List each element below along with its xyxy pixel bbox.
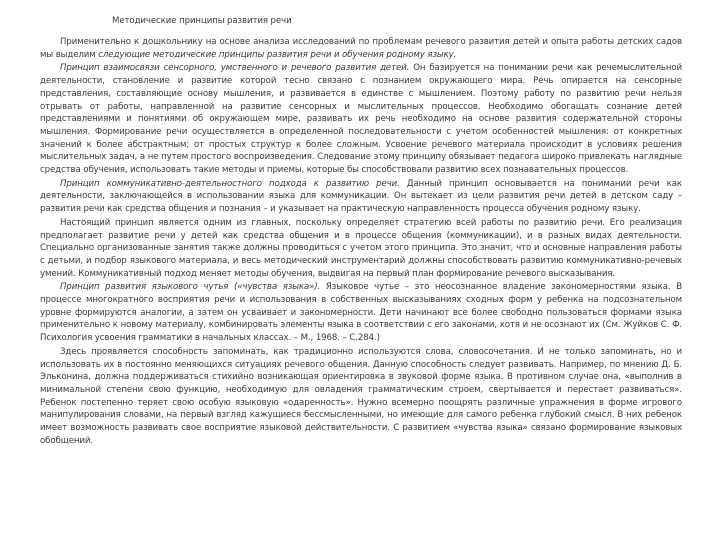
- paragraph-principle-communicative: [40, 178, 682, 216]
- principle-communicative-heading: Принцип коммуникативно-деятельностного подхода к развитию речи.: [60, 178, 400, 189]
- principle-sensory-text: Он базируется на понимании речи как речемыслительной деятельности, становление и развитие которой тесно связано с познанием окружающего мира. Речь опирается на сенсорные представления, составляющие основу мышления, и развивается в единстве с мышлением. Поэтому работу по развитию речи нельзя отрывать от работы, направленной на развитие сенсорных и мыслительных процессов. Необходимо обогащать сознание детей представлениями и понятиями об окружающем мире, развивать их речь необходимо на основе развития содержательной стороны мышления. Формирование речи осуществляется в определенной последовательности с учетом особенностей мышления: от конкретных значений к более абстрактным; от простых структур к более сложным. Усвоение речевого материала происходит в условиях решения мыслительных задач, а не путем простого воспроизведения. Следование этому принципу обязывает педагога широко привлекать наглядные средства обучения, использовать такие методы и приемы, которые бы способствовали развитию всех познавательных процессов.: [40, 63, 682, 176]
- page-title: Методические принципы развития речи: [112, 16, 292, 26]
- paragraph-memory-text: Здесь проявляется способность запоминать, как традиционно используются слова, словосочетания. И не только запоминать, но и использовать их в постоянно меняющихся ситуациях речевого общения. Данную способность следует развивать. Например, по мнению Д. Б. Эльконина, должна поддерживаться стихийно возникающая ориентировка в звуковой форме языка. В противном случае она, «выполнив в минимальной степени свою функцию, необходимую для овладения грамматическим строем, свертывается и перестает развиваться». Ребенок постепенно теряет свою особую языковую «одаренность». Нужно всемерно поощрять различные упражнения в форме игрового манипулирования словами, на первый взгляд кажущиеся бессмысленными, но имеющие для самого ребенка глубокий смысл. В них ребенок имеет возможность развивать свое восприятие языковой действительности. С развитием «чувства языка» связано формирование языковых обобщений.: [40, 346, 682, 446]
- paragraph-intro: [40, 36, 682, 61]
- principle-language-sense-text: Языковое чутье – это неосознанное владение закономерностями языка. В процессе многократного восприятия речи и использования в собственных высказываниях сходных форм у ребенка на подсознательном уровне формируются аналогии, а затем он усваивает и закономерности. Дети начинают все более свободно пользоваться формами языка применительно к новому материалу, комбинировать элементы языка в соответствии с его законами, хотя и не осознают их (См. Жуйков С. Ф. Психология усвоения грамматики в начальных классах. – М., 1968. – С.284.): [40, 282, 682, 344]
- paragraph-strategy-text: Настоящий принцип является одним из главных, поскольку определяет стратегию всей работы по развитию речи. Его реализация предполагает развитие речи у детей как средства общения и в процессе общения (коммуникации), и в разных видах деятельности. Специально организованные занятия также должны проводиться с учетом этого принципа. Это значит, что и основные направления работы с детьми, и подбор языкового материала, и весь методический инструментарий должны способствовать развитию коммуникативно-речевых умений. Коммуникативный подход меняет методы обучения, выдвигая на первый план формирование речевого высказывания.: [40, 217, 682, 279]
- principle-communicative-text: Данный принцип основывается на понимании речи как деятельности, заключающейся в использовании языка для коммуникации. Он вытекает из цели развития речи детей в детском саду – развития речи как средства общения и познания – и указывает на практическую направленность процесса обучения родному языку.: [40, 178, 683, 215]
- paragraph-memory: [40, 346, 682, 448]
- principle-language-sense-heading: Принцип развития языкового чутья («чувства языка»).: [60, 282, 321, 293]
- paragraph-principle-language-sense: [40, 281, 682, 345]
- paragraph-intro-emphasis: следующие методические принципы развития речи и обучения родному языку.: [98, 49, 457, 60]
- paragraph-strategy: [40, 217, 682, 281]
- principle-sensory-heading: Принцип взаимосвязи сенсорного, умственного и речевого развития детей.: [60, 63, 410, 74]
- paragraph-intro-text: Применительно к дошкольнику на основе анализа исследований по проблемам речевого развития детей и опыта работы детских садов мы выделим: [40, 37, 682, 60]
- paragraph-principle-sensory: [40, 62, 682, 176]
